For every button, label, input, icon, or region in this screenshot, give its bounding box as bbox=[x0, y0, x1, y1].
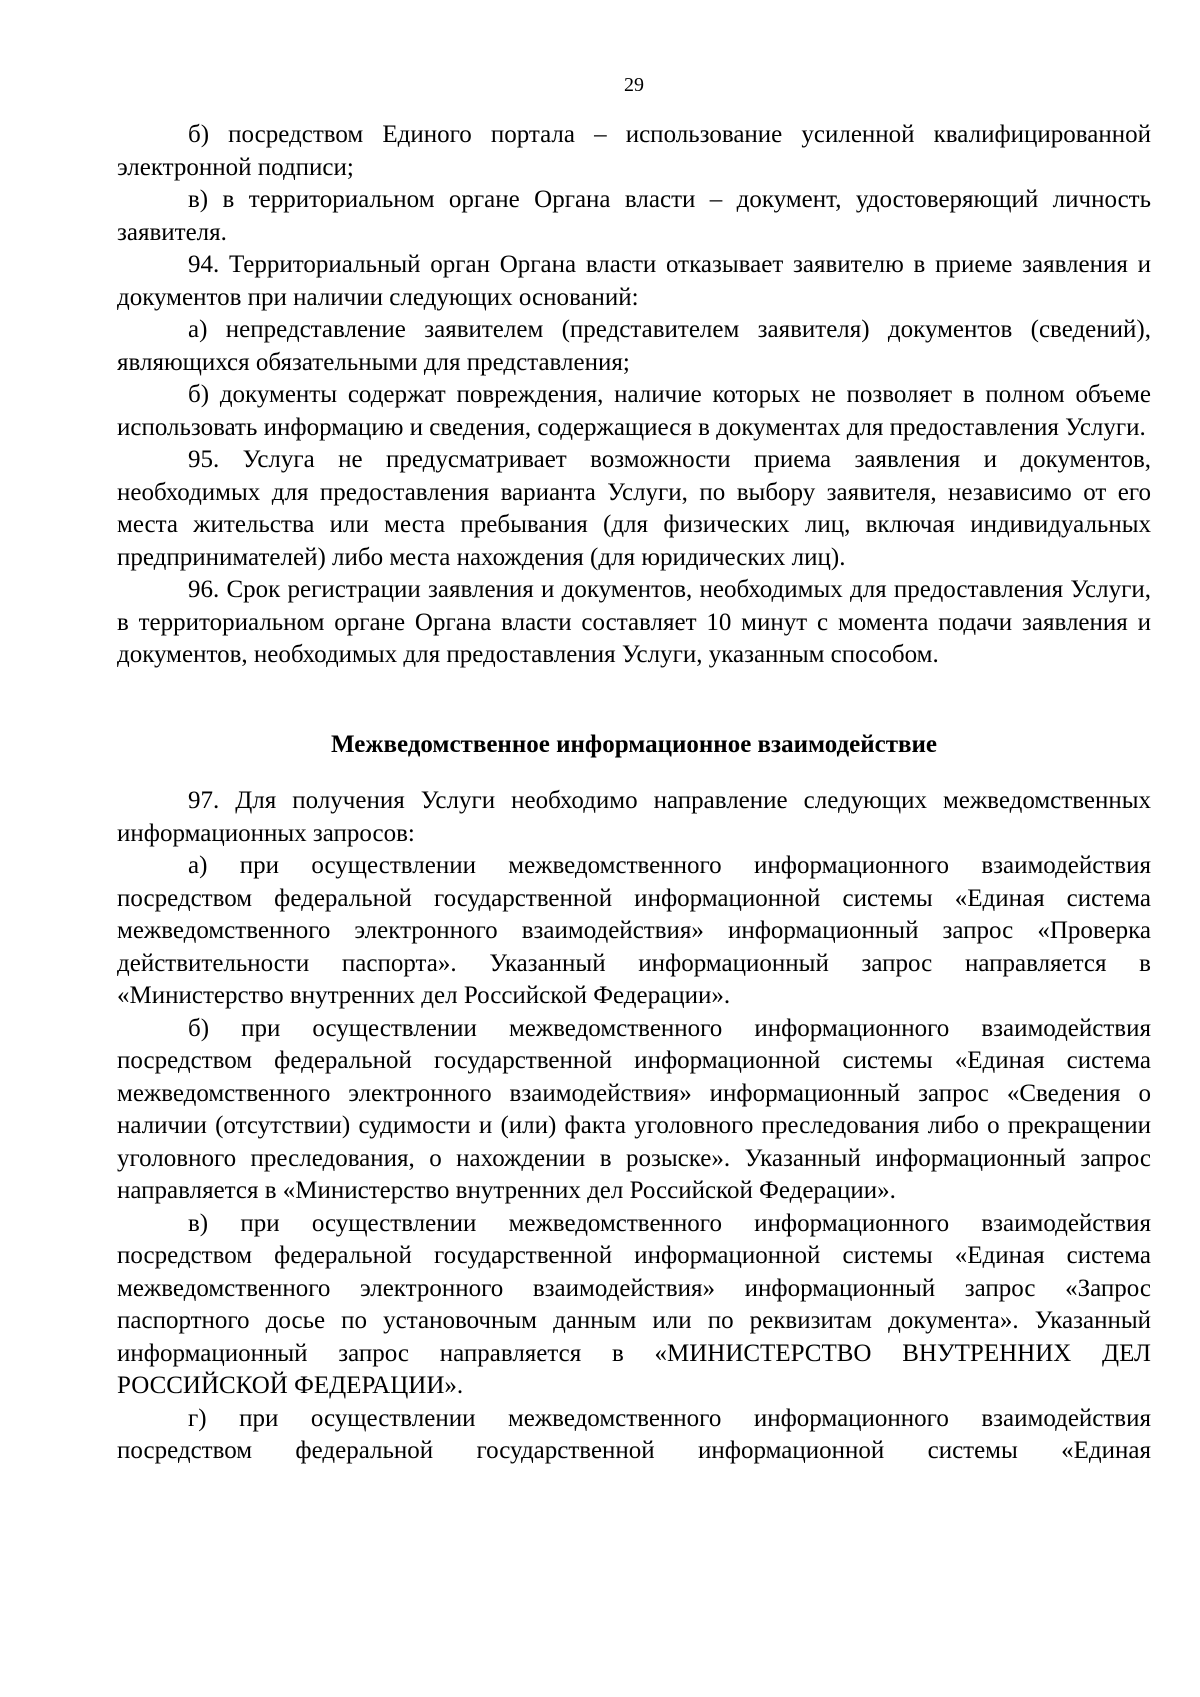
paragraph-b-portal: б) посредством Единого портала – использование усиленной квалифицированной электронной подписи; bbox=[117, 121, 1151, 181]
document-page bbox=[117, 0, 1151, 1697]
paragraph-v-territorial-organ: в) в территориальном органе Органа власти – документ, удостоверяющий личность заявителя. bbox=[117, 186, 1151, 246]
paragraph-96: 96. Срок регистрации заявления и документов, необходимых для предоставления Услуги, в территориальном органе Органа власти составляет 10 минут с момента подачи заявления и документов, необходимых для предоставления Услуги, указанным способом. bbox=[117, 576, 1151, 668]
paragraph-94-b: б) документы содержат повреждения, наличие которых не позволяет в полном объеме использовать информацию и сведения, содержащиеся в документах для предоставления Услуги. bbox=[117, 381, 1151, 441]
paragraph-97-g: г) при осуществлении межведомственного информационного взаимодействия посредством федеральной государственной информационной системы «Единая bbox=[117, 1404, 1151, 1464]
paragraph-97-v: в) при осуществлении межведомственного информационного взаимодействия посредством федеральной государственной информационной системы «Единая система межведомственного электронного взаимодействия» информационный запрос «Запрос паспортного досье по установочным данным или по реквизитам документа». Указанный информационный запрос направляется в «МИНИСТЕРСТВО ВНУТРЕННИХ ДЕЛ РОССИЙСКОЙ ФЕДЕРАЦИИ». bbox=[117, 1209, 1151, 1399]
page-number: 29 bbox=[624, 74, 644, 96]
paragraph-97-a: а) при осуществлении межведомственного информационного взаимодействия посредством федеральной государственной информационной системы «Единая система межведомственного электронного взаимодействия» информационный запрос «Проверка действительности паспорта». Указанный информационный запрос направляется в «Министерство внутренних дел Российской Федерации». bbox=[117, 852, 1151, 1009]
paragraph-94-a: а) непредставление заявителем (представителем заявителя) документов (сведений), являющихся обязательными для представления; bbox=[117, 316, 1151, 376]
section-heading: Межведомственное информационное взаимодействие bbox=[331, 730, 937, 758]
paragraph-97-b: б) при осуществлении межведомственного информационного взаимодействия посредством федеральной государственной информационной системы «Единая система межведомственного электронного взаимодействия» информационный запрос «Сведения о наличии (отсутствии) судимости и (или) факта уголовного преследования либо о прекращении уголовного преследования, о нахождении в розыске». Указанный информационный запрос направляется в «Министерство внутренних дел Российской Федерации». bbox=[117, 1014, 1151, 1204]
paragraph-97: 97. Для получения Услуги необходимо направление следующих межведомственных информационных запросов: bbox=[117, 787, 1151, 847]
paragraph-95: 95. Услуга не предусматривает возможности приема заявления и документов, необходимых для предоставления варианта Услуги, по выбору заявителя, независимо от его места жительства или места пребывания (для физических лиц, включая индивидуальных предпринимателей) либо места нахождения (для юридических лиц). bbox=[117, 446, 1151, 571]
document-body bbox=[117, 119, 1151, 1468]
paragraph-94: 94. Территориальный орган Органа власти отказывает заявителю в приеме заявления и документов при наличии следующих оснований: bbox=[117, 251, 1151, 311]
